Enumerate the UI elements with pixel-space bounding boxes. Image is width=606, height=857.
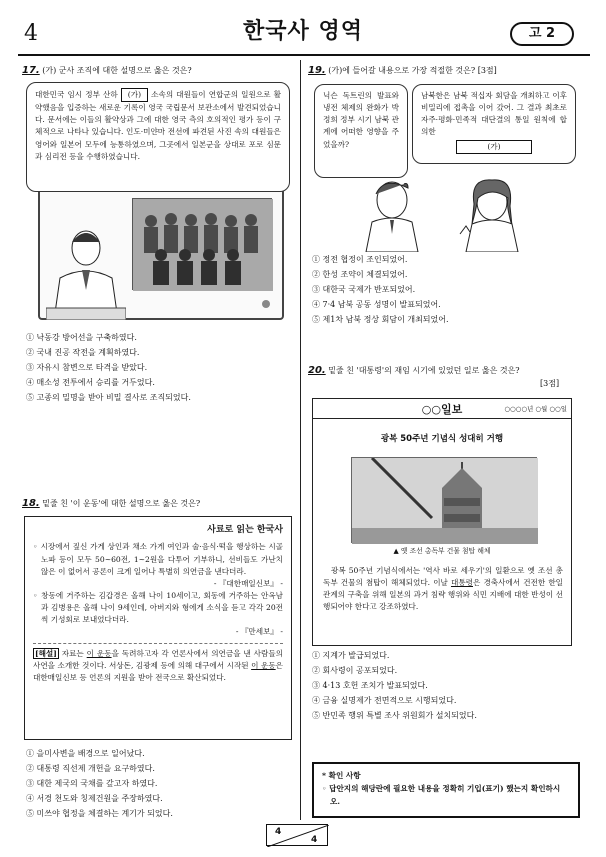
q18-choices xyxy=(26,746,294,821)
q17-speech-bubble xyxy=(26,82,290,192)
q19-choice-3[interactable]: ③ 대한국 국제가 반포되었어. xyxy=(312,285,416,294)
q19-left-bubble-text: 닉슨 독트린의 발표와 냉전 체제의 완화가 박정희 정부 시기 남북 관계에 어떠한 영향을 주었을까? xyxy=(323,91,399,149)
q20-choices xyxy=(312,648,588,723)
q20-choice-4[interactable]: ④ 금융 실명제가 전면적으로 시행되었다. xyxy=(312,696,457,705)
newspaper-headline: 광복 50주년 기념식 성대히 거행 xyxy=(380,434,504,444)
q18-choice-4[interactable]: ④ 서경 천도와 칭제건원을 주장하였다. xyxy=(26,794,163,803)
photo-caption: ▲ 옛 조선 총독부 건물 첨탑 해체 xyxy=(393,547,491,555)
q18-expl-b: 을 독려하고자 각 언론사에서 의연금을 낸 사람들의 사연을 소개한 것이다. 서상돈, 김광제 등에 의해 대구에서 시작된 xyxy=(33,648,284,670)
article-text-a: 광복 50주년 기념식에서는 '역사 바로 세우기'의 일환으로 옛 조선 총독부 건물의 첨탑이 해체되었다. 이날 xyxy=(323,566,563,588)
q19-choice-1[interactable]: ① 정전 협정이 조인되었어. xyxy=(312,255,408,264)
q20-newspaper xyxy=(312,398,572,646)
q17-number: 17. xyxy=(22,65,40,76)
tv-screen-frame xyxy=(38,188,284,320)
q17-choice-1[interactable]: ① 낙동강 방어선을 구축하였다. xyxy=(26,333,137,342)
q17-bubble-text-start: 대한민국 임시 정부 산하 xyxy=(35,90,118,99)
newspaper-date: ○○○○년 ○월 ○○일 xyxy=(504,405,567,413)
q19-text: (가)에 들어갈 내용으로 가장 적절한 것은? [3점] xyxy=(328,66,497,75)
newspaper-name: ○○일보 xyxy=(421,403,463,416)
q19-right-bubble-text: 남북한은 남북 적십자 회담을 개최하고 이후 비밀리에 접촉을 이어 갔어. 그 결과 최초로 자주·평화·민족적 대단결의 통일 원칙에 합의한 xyxy=(421,91,567,137)
q17-choice-3[interactable]: ③ 자유시 참변으로 타격을 받았다. xyxy=(26,363,148,372)
q18-explanation xyxy=(33,648,283,684)
girl-student-illustration xyxy=(452,176,532,252)
q18-choice-2[interactable]: ② 대통령 직선제 개헌을 요구하였다. xyxy=(26,764,155,773)
q19-right-bubble xyxy=(412,84,576,164)
q18-explanation-label: [해설] xyxy=(35,648,57,658)
soldiers-photo xyxy=(132,198,272,290)
q18-underline-1: 이 운동 xyxy=(86,648,112,658)
q18-source-1: - 『대한매일신보』 - xyxy=(213,578,283,588)
q18-item-1: ◦ 시장에서 짚신 가게 상인과 채소 가게 여인과 술·음식·떡을 행상하는 시골 노파 등이 모두 50~60전, 1~2원을 다투어 기부하니, 선비들도 가난치 않은 이 없어서 공론이 크게 일어나 특별히 의연금을 낸다더라. xyxy=(33,542,283,576)
newspaper-article xyxy=(323,565,563,614)
spire-photo xyxy=(351,457,537,543)
column-divider xyxy=(300,60,301,820)
q18-number: 18. xyxy=(22,498,40,509)
q17-blank: (가) xyxy=(121,88,148,102)
q17-choice-5[interactable]: ⑤ 고종의 밀명을 받아 비밀 결사로 조직되었다. xyxy=(26,393,191,402)
q17-choice-4[interactable]: ④ 매소성 전투에서 승리를 거두었다. xyxy=(26,378,155,387)
q20-question xyxy=(308,364,590,379)
q17-bubble-text-rest: 소속의 대원들이 연합군의 일원으로 활약했음을 입증하는 새로운 기록이 영국 국립문서 보관소에서 발견되었습니다. 문서에는 이들의 활약상과 그에 대한 영국 측의 호의적인 평가 등이 구체적으로 나타나 있습니다. 인도·미얀마 전선에 파견된 사진 속의 대원들은 영어와 일본어 모두에 능통하였으며, 그곳에서 일본군을 상대로 포로 심문과 심리전 등을 수행하였습니다. xyxy=(35,90,281,161)
q18-box-title: 사료로 읽는 한국사 xyxy=(207,525,283,535)
footer-page: 4 xyxy=(275,827,282,837)
q20-choice-2[interactable]: ② 회사령이 공포되었다. xyxy=(312,666,398,675)
header-rule xyxy=(18,54,590,56)
q20-choice-1[interactable]: ① 지계가 발급되었다. xyxy=(312,651,390,660)
q18-item-1-text: 시장에서 짚신 가게 상인과 채소 가게 여인과 술·음식·떡을 행상하는 시골 노파 등이 모두 50~60전, 1~2원을 다투어 기부하니, 선비들도 가난치 않은 이 없어서 공론이 크게 일어나 특별히 의연금을 낸다더라. xyxy=(40,542,283,576)
page-number: 4 xyxy=(24,21,38,46)
q18-choice-1[interactable]: ① 을미사변을 배경으로 일어났다. xyxy=(26,749,145,758)
q19-choice-2[interactable]: ② 한성 조약이 체결되었어. xyxy=(312,270,408,279)
article-text-b: 은 경축사에서 건전한 한일 관계의 구축을 위해 일본의 과거 침략 행위와 식민 지배에 대한 반성이 선행되어야 한다고 강조하였다. xyxy=(323,578,564,612)
page-footer-box xyxy=(266,824,328,846)
q18-choice-3[interactable]: ③ 대한 제국의 국채를 갚고자 하였다. xyxy=(26,779,158,788)
news-anchor-illustration xyxy=(46,220,126,320)
q18-expl-a: 자료는 xyxy=(58,648,87,658)
footer-total: 4 xyxy=(311,835,318,845)
q19-choice-4[interactable]: ④ 7·4 남북 공동 성명이 발표되었어. xyxy=(312,300,441,309)
grade-badge: 고 2 xyxy=(510,22,574,46)
notice-body: ◦ 답안지의 해당란에 필요한 내용을 정확히 기입(표기) 했는지 확인하시오. xyxy=(322,783,561,806)
q19-left-bubble xyxy=(314,84,408,178)
q19-choices xyxy=(312,252,588,327)
article-underline-president: 대통령 xyxy=(450,578,473,588)
q18-text: 밑줄 친 '이 운동'에 대한 설명으로 옳은 것은? xyxy=(42,499,201,508)
spire-dismantling-illustration xyxy=(352,458,538,544)
q20-choice-3[interactable]: ③ 4·13 호헌 조치가 발표되었다. xyxy=(312,681,428,690)
soldiers-photo-illustration xyxy=(133,199,273,291)
notice-box xyxy=(312,762,580,818)
q17-text: (가) 군사 조직에 대한 설명으로 옳은 것은? xyxy=(42,66,192,75)
q19-choice-5[interactable]: ⑤ 제1차 남북 정상 회담이 개최되었어. xyxy=(312,315,449,324)
notice-title: * 확인 사항 xyxy=(322,771,361,780)
q20-points: [3점] xyxy=(540,379,560,388)
q18-source-2: - 『만세보』 - xyxy=(235,627,283,637)
q20-choice-5[interactable]: ⑤ 반민족 행위 특별 조사 위원회가 설치되었다. xyxy=(312,711,477,720)
q18-source-box xyxy=(24,516,292,740)
q17-choice-2[interactable]: ② 국내 진공 작전을 계획하였다. xyxy=(26,348,140,357)
q19-number: 19. xyxy=(308,65,326,76)
q18-expl-c: 은 대한매일신보 등 언론의 지원을 받아 전국으로 확산되었다. xyxy=(33,660,283,682)
q17-question xyxy=(22,64,294,79)
q19-question xyxy=(308,64,590,79)
q18-item-2: ◦ 창동에 거주하는 김갑경은 올해 나이 10세이고, 회동에 거주하는 안옥남과 김병용은 올해 나이 9세인데, 아버지와 형에게 소식을 듣고 각각 20전씩 기성회로 보내었다더라. xyxy=(33,590,283,625)
tv-power-icon xyxy=(262,300,270,308)
newspaper-masthead xyxy=(313,399,571,419)
q20-text: 밑줄 친 '대통령'의 재임 시기에 있었던 일로 옳은 것은? xyxy=(328,366,520,375)
q19-blank: (가) xyxy=(456,140,531,154)
q17-choices xyxy=(26,330,294,405)
page-title: 한국사 영역 xyxy=(243,19,363,44)
boy-student-illustration xyxy=(360,176,430,252)
q18-choice-5[interactable]: ⑤ 미쓰야 협정을 체결하는 계기가 되었다. xyxy=(26,809,173,818)
q18-question xyxy=(22,497,294,512)
q18-underline-2: 이 운동 xyxy=(251,660,276,670)
q18-item-2-text: 창동에 거주하는 김갑경은 올해 나이 10세이고, 회동에 거주하는 안옥남과 김병용은 올해 나이 9세인데, 아버지와 형에게 소식을 듣고 각각 20전씩 기성회로 보내었다더라. xyxy=(41,590,283,625)
q20-number: 20. xyxy=(308,365,326,376)
